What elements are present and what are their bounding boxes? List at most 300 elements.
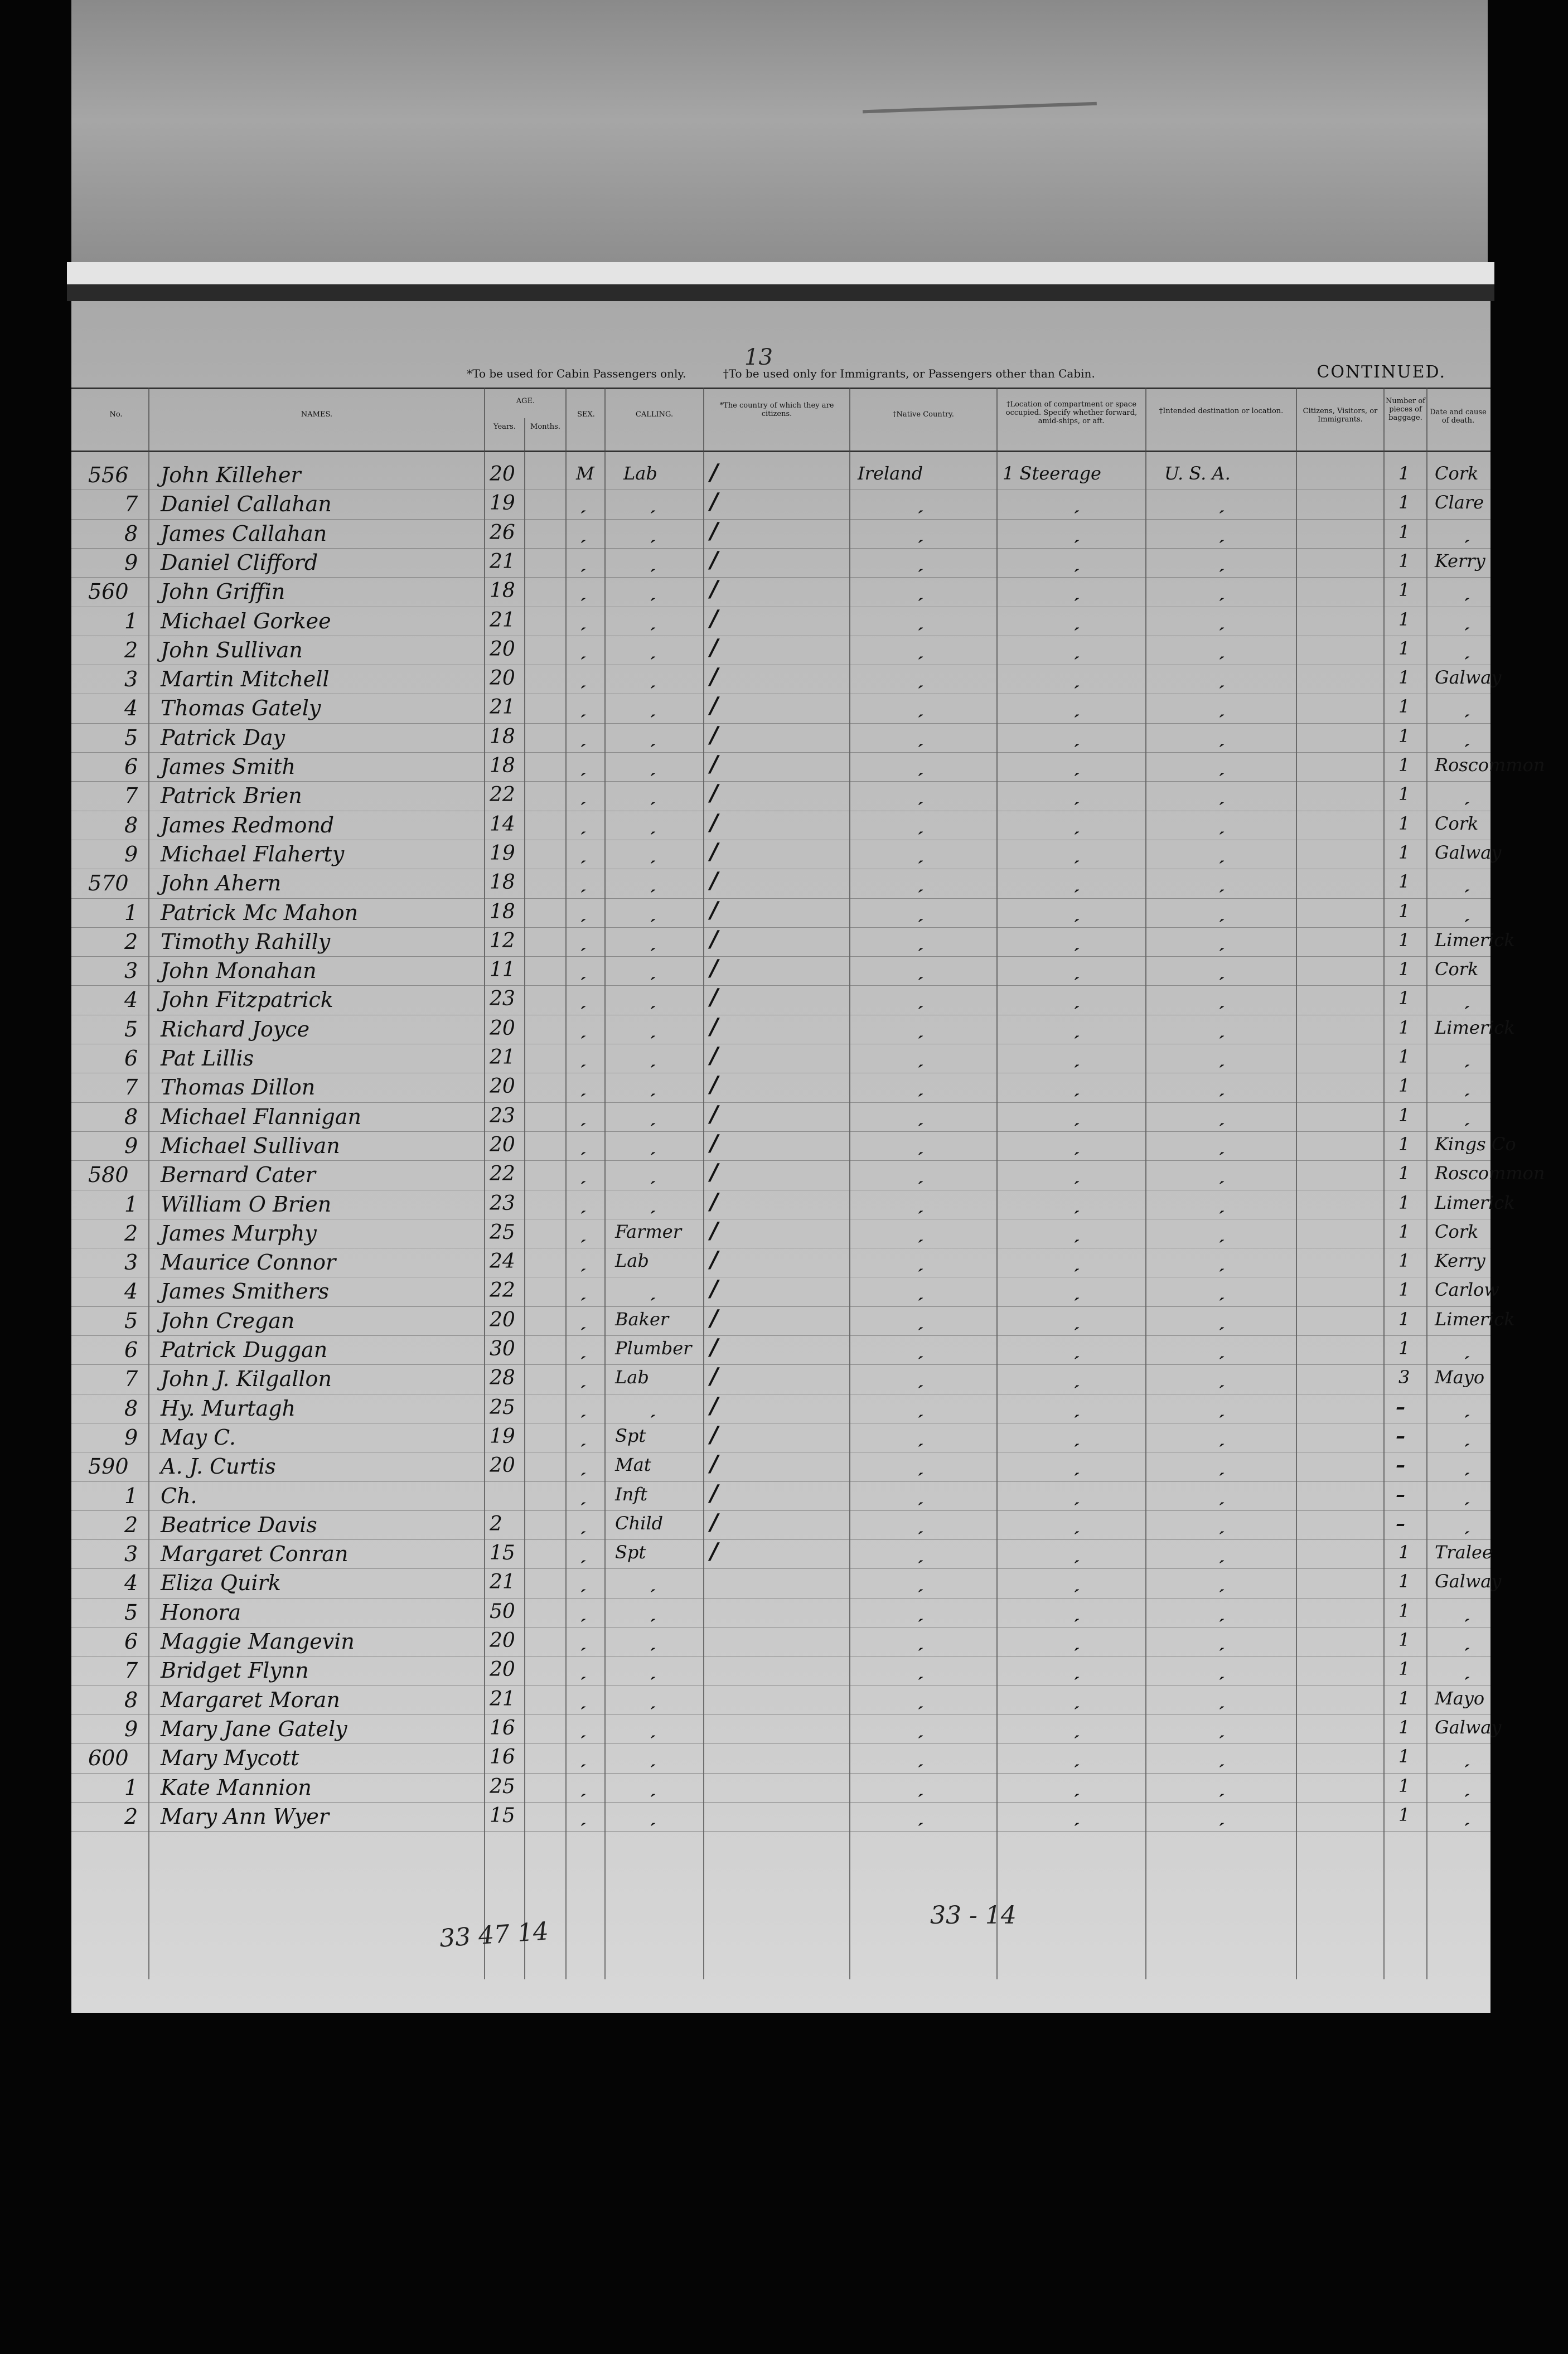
passenger-age: 20: [490, 1075, 515, 1098]
baggage-count: 1: [1398, 1716, 1410, 1738]
ditto-mark: ˏ: [651, 637, 658, 660]
ditto-mark: ˏ: [1220, 1075, 1227, 1098]
ditto-mark: ˏ: [1220, 1133, 1227, 1156]
citizen-check-mark: /: [710, 926, 718, 952]
passenger-age: 18: [490, 871, 515, 894]
blank-mark: –: [1396, 1425, 1405, 1447]
ditto-mark: ˏ: [651, 1716, 658, 1739]
passenger-number: 8: [124, 1396, 138, 1421]
baggage-count: 1: [1398, 1600, 1410, 1621]
ditto-mark: ˏ: [1220, 783, 1227, 806]
ditto-mark: ˏ: [651, 725, 658, 748]
ditto-mark: ˏ: [1075, 1367, 1082, 1389]
ditto-mark: ˏ: [919, 1571, 926, 1593]
passenger-calling: Lab: [615, 1367, 649, 1388]
passenger-number: 6: [124, 1338, 138, 1362]
sheet-number: 13: [744, 345, 773, 370]
ditto-mark: ˏ: [1075, 1775, 1082, 1798]
ditto-mark: ˏ: [1075, 929, 1082, 952]
page-binding-shadow: [67, 284, 1494, 301]
passenger-number: 580: [88, 1163, 129, 1188]
passenger-age: 20: [490, 463, 515, 486]
passenger-number: 9: [124, 550, 138, 575]
passenger-age: 19: [490, 1425, 515, 1448]
baggage-count: 1: [1398, 754, 1410, 776]
baggage-count: 1: [1398, 1338, 1410, 1359]
passenger-age: 21: [490, 1687, 515, 1711]
citizen-check-mark: /: [710, 751, 718, 777]
passenger-number: 5: [124, 1016, 138, 1042]
ditto-mark: ˏ: [919, 1629, 926, 1651]
citizen-check-mark: /: [710, 809, 718, 836]
ditto-mark: ˏ: [919, 1104, 926, 1127]
ditto-mark: ˏ: [1465, 1804, 1472, 1827]
passenger-name: A. J. Curtis: [161, 1454, 276, 1479]
passenger-name: Margaret Conran: [161, 1542, 349, 1567]
passenger-number: 4: [124, 1279, 138, 1304]
ditto-mark: ˏ: [1075, 1075, 1082, 1098]
passenger-number: 1: [124, 900, 138, 925]
col-location: †Location of compartment or space occupied. Specify whether forward, amid-ships, or aft.: [1005, 400, 1138, 425]
citizen-check-mark: /: [710, 605, 718, 632]
row-rule: [71, 1510, 1490, 1511]
ditto-mark: ˏ: [582, 1396, 588, 1418]
passenger-name: Pat Lillis: [161, 1046, 254, 1071]
passenger-name: Daniel Callahan: [161, 492, 332, 517]
row-rule: [71, 752, 1490, 753]
ditto-mark: ˏ: [1220, 1425, 1227, 1447]
baggage-count: 1: [1398, 1308, 1410, 1330]
passenger-sex: M: [576, 463, 594, 484]
passenger-age: 18: [490, 725, 515, 748]
ditto-mark: ˏ: [1220, 1629, 1227, 1651]
col-status: Citizens, Visitors, or Immigrants.: [1303, 407, 1378, 424]
citizen-check-mark: /: [710, 546, 718, 573]
passenger-county: Carlow: [1435, 1279, 1499, 1301]
ditto-mark: ˏ: [1075, 492, 1082, 515]
ditto-mark: ˏ: [582, 1075, 588, 1098]
baggage-count: 1: [1398, 958, 1410, 980]
ditto-mark: ˏ: [919, 1075, 926, 1098]
ditto-mark: ˏ: [1220, 1191, 1227, 1214]
passenger-number: 8: [124, 521, 138, 546]
ditto-mark: ˏ: [1075, 1163, 1082, 1185]
ditto-mark: ˏ: [1075, 521, 1082, 544]
ditto-mark: ˏ: [651, 579, 658, 602]
baggage-count: 1: [1398, 1104, 1410, 1126]
ditto-mark: ˏ: [1220, 1396, 1227, 1418]
ditto-mark: ˏ: [919, 1279, 926, 1302]
passenger-calling: Child: [615, 1512, 664, 1534]
passenger-calling: Inft: [615, 1483, 647, 1505]
passenger-number: 560: [88, 579, 129, 604]
ditto-mark: ˏ: [582, 1454, 588, 1477]
ditto-mark: ˏ: [1465, 1075, 1472, 1098]
ditto-mark: ˏ: [1075, 1308, 1082, 1331]
passenger-age: 26: [490, 521, 515, 544]
passenger-calling: Lab: [623, 463, 657, 484]
passenger-age: 18: [490, 579, 515, 603]
passenger-number: 6: [124, 754, 138, 779]
passenger-number: 600: [88, 1746, 129, 1771]
ditto-mark: ˏ: [651, 1104, 658, 1127]
citizen-check-mark: /: [710, 1072, 718, 1098]
citizen-check-mark: /: [710, 1392, 718, 1419]
ditto-mark: ˏ: [1465, 783, 1472, 806]
citizen-check-mark: /: [710, 1509, 718, 1536]
ditto-mark: ˏ: [1075, 1133, 1082, 1156]
passenger-name: Mary Jane Gately: [161, 1716, 347, 1741]
column-divider: [703, 388, 704, 1979]
header-top-rule: [71, 388, 1490, 389]
passenger-county: Kings Co: [1435, 1133, 1516, 1155]
passenger-county: Limerick: [1435, 1016, 1515, 1038]
passenger-name: Patrick Duggan: [161, 1338, 328, 1362]
ditto-mark: ˏ: [1465, 1658, 1472, 1681]
ditto-mark: ˏ: [582, 725, 588, 748]
passenger-name: James Smith: [161, 754, 296, 779]
baggage-count: 1: [1398, 1571, 1410, 1592]
col-died: Date and cause of death.: [1430, 408, 1487, 425]
ditto-mark: ˏ: [582, 1512, 588, 1535]
passenger-number: 9: [124, 1716, 138, 1741]
ditto-mark: ˏ: [1220, 1308, 1227, 1331]
passenger-number: 5: [124, 1600, 138, 1625]
passenger-name: Bernard Cater: [161, 1163, 316, 1188]
passenger-county: Cork: [1435, 958, 1479, 980]
row-rule: [71, 1685, 1490, 1686]
ditto-mark: ˏ: [1220, 1658, 1227, 1681]
passenger-name: Thomas Gately: [161, 696, 321, 721]
passenger-name: Michael Sullivan: [161, 1133, 340, 1158]
ditto-mark: ˏ: [1075, 1746, 1082, 1769]
ditto-mark: ˏ: [651, 667, 658, 690]
passenger-number: 7: [124, 492, 138, 517]
col-no: No.: [109, 410, 123, 419]
ditto-mark: ˏ: [651, 1658, 658, 1681]
ditto-mark: ˏ: [582, 1542, 588, 1565]
passenger-calling: Farmer: [615, 1220, 681, 1242]
ditto-mark: ˏ: [1075, 1629, 1082, 1651]
citizen-check-mark: /: [710, 1334, 718, 1360]
ditto-mark: ˏ: [582, 783, 588, 806]
ditto-mark: ˏ: [582, 696, 588, 719]
passenger-name: May C.: [161, 1425, 236, 1450]
ditto-mark: ˏ: [651, 492, 658, 515]
passenger-name: James Callahan: [161, 521, 327, 546]
row-rule: [71, 519, 1490, 520]
citizen-check-mark: /: [710, 576, 718, 603]
ditto-mark: ˏ: [919, 1396, 926, 1418]
column-divider: [1426, 388, 1427, 1979]
ditto-mark: ˏ: [582, 812, 588, 835]
ditto-mark: ˏ: [1075, 841, 1082, 864]
citizen-check-mark: /: [710, 1480, 718, 1507]
ditto-mark: ˏ: [1220, 1600, 1227, 1622]
passenger-location: 1 Steerage: [1003, 463, 1101, 484]
ditto-mark: ˏ: [1220, 1338, 1227, 1360]
row-rule: [71, 548, 1490, 549]
passenger-county: Clare: [1435, 492, 1484, 514]
col-sex: SEX.: [577, 410, 595, 419]
passenger-age: 19: [490, 492, 515, 515]
column-divider: [484, 388, 485, 1979]
passenger-age: 11: [490, 958, 515, 982]
baggage-count: 1: [1398, 1746, 1410, 1767]
ditto-mark: ˏ: [651, 929, 658, 952]
ditto-mark: ˏ: [1075, 1046, 1082, 1068]
passenger-age: 30: [490, 1338, 515, 1360]
passenger-county: Mayo: [1435, 1367, 1485, 1388]
column-divider: [1296, 388, 1297, 1979]
passenger-native-country: Ireland: [858, 463, 923, 484]
passenger-number: 3: [124, 958, 138, 984]
ditto-mark: ˏ: [582, 958, 588, 981]
row-rule: [71, 1160, 1490, 1161]
ditto-mark: ˏ: [1220, 1220, 1227, 1243]
passenger-county: Galway: [1435, 667, 1502, 689]
ditto-mark: ˏ: [919, 1542, 926, 1565]
ditto-mark: ˏ: [1075, 958, 1082, 981]
passenger-name: Martin Mitchell: [161, 667, 330, 692]
col-calling: CALLING.: [635, 410, 674, 419]
passenger-name: Thomas Dillon: [161, 1075, 316, 1100]
passenger-number: 2: [124, 1512, 138, 1537]
ditto-mark: ˏ: [582, 1046, 588, 1068]
passenger-age: 20: [490, 1454, 515, 1478]
ditto-mark: ˏ: [582, 1425, 588, 1447]
passenger-number: 1: [124, 1483, 138, 1508]
column-divider: [1383, 388, 1385, 1979]
column-divider: [604, 388, 606, 1979]
ditto-mark: ˏ: [919, 608, 926, 631]
ditto-mark: ˏ: [1220, 1104, 1227, 1127]
ditto-mark: ˏ: [1220, 1279, 1227, 1302]
ditto-mark: ˏ: [1075, 725, 1082, 748]
ditto-mark: ˏ: [1220, 492, 1227, 515]
ditto-mark: ˏ: [1075, 608, 1082, 631]
citizen-check-mark: /: [710, 1188, 718, 1215]
passenger-number: 3: [124, 1542, 138, 1567]
passenger-age: 23: [490, 1104, 515, 1127]
ditto-mark: ˏ: [582, 550, 588, 573]
blank-mark: –: [1396, 1396, 1405, 1418]
ditto-mark: ˏ: [919, 1016, 926, 1039]
passenger-age: 20: [490, 1133, 515, 1156]
passenger-name: Beatrice Davis: [161, 1512, 317, 1537]
ditto-mark: ˏ: [651, 1775, 658, 1798]
row-rule: [71, 1743, 1490, 1744]
ditto-mark: ˏ: [919, 929, 926, 952]
totals-left: 33 47 14: [438, 1917, 550, 1953]
ditto-mark: ˏ: [651, 1191, 658, 1214]
row-rule: [71, 1598, 1490, 1599]
column-divider: [1145, 388, 1146, 1979]
ditto-mark: ˏ: [1220, 579, 1227, 602]
baggage-count: 1: [1398, 987, 1410, 1009]
citizen-check-mark: /: [710, 1276, 718, 1302]
passenger-name: Hy. Murtagh: [161, 1396, 296, 1421]
passenger-age: 2: [490, 1512, 502, 1536]
ditto-mark: ˏ: [919, 987, 926, 1010]
continued-label: CONTINUED.: [1317, 362, 1446, 382]
ditto-mark: ˏ: [582, 1658, 588, 1681]
ditto-mark: ˏ: [582, 521, 588, 544]
passenger-age: 20: [490, 1629, 515, 1652]
ditto-mark: ˏ: [919, 492, 926, 515]
ditto-mark: ˏ: [919, 1046, 926, 1068]
ditto-mark: ˏ: [1220, 900, 1227, 923]
baggage-count: 1: [1398, 1191, 1410, 1213]
ditto-mark: ˏ: [651, 958, 658, 981]
passenger-age: 20: [490, 637, 515, 661]
passenger-county: Galway: [1435, 841, 1502, 863]
ditto-mark: ˏ: [1465, 1746, 1472, 1769]
baggage-count: 1: [1398, 783, 1410, 805]
ditto-mark: ˏ: [651, 900, 658, 923]
passenger-county: Limerick: [1435, 1191, 1515, 1213]
col-age: AGE.: [516, 397, 535, 405]
baggage-count: 1: [1398, 1279, 1410, 1301]
passenger-age: 50: [490, 1600, 515, 1623]
baggage-count: 1: [1398, 550, 1410, 571]
ditto-mark: ˏ: [1465, 725, 1472, 748]
passenger-name: Patrick Day: [161, 725, 285, 750]
ditto-mark: ˏ: [919, 1367, 926, 1389]
passenger-age: 22: [490, 783, 515, 807]
ditto-mark: ˏ: [1075, 1542, 1082, 1565]
passenger-calling: Lab: [615, 1250, 649, 1272]
passenger-number: 6: [124, 1629, 138, 1654]
passenger-age: 28: [490, 1367, 515, 1390]
passenger-name: Richard Joyce: [161, 1016, 310, 1042]
ditto-mark: ˏ: [919, 1746, 926, 1769]
ditto-mark: ˏ: [1075, 1279, 1082, 1302]
passenger-age: 20: [490, 1016, 515, 1040]
ditto-mark: ˏ: [582, 1338, 588, 1360]
citizen-check-mark: /: [710, 955, 718, 982]
ditto-mark: ˏ: [919, 1716, 926, 1739]
passenger-age: 12: [490, 929, 515, 952]
note-immigrants: †To be used only for Immigrants, or Passengers other than Cabin.: [723, 367, 1095, 380]
baggage-count: 1: [1398, 1804, 1410, 1825]
column-divider: [148, 388, 149, 1979]
ditto-mark: ˏ: [582, 1133, 588, 1156]
baggage-count: 1: [1398, 608, 1410, 630]
passenger-number: 3: [124, 1250, 138, 1275]
ditto-mark: ˏ: [651, 783, 658, 806]
ditto-mark: ˏ: [919, 1308, 926, 1331]
ditto-mark: ˏ: [1220, 812, 1227, 835]
row-rule: [71, 985, 1490, 986]
citizen-check-mark: /: [710, 721, 718, 748]
passenger-age: 21: [490, 550, 515, 573]
ditto-mark: ˏ: [1465, 579, 1472, 602]
ditto-mark: ˏ: [1465, 1629, 1472, 1651]
ditto-mark: ˏ: [1465, 1396, 1472, 1418]
ditto-mark: ˏ: [919, 1220, 926, 1243]
baggage-count: 1: [1398, 841, 1410, 863]
passenger-age: 19: [490, 841, 515, 865]
column-divider: [524, 418, 525, 1979]
ditto-mark: ˏ: [1220, 1542, 1227, 1565]
ditto-mark: ˏ: [1220, 725, 1227, 748]
ditto-mark: ˏ: [582, 1804, 588, 1827]
citizen-check-mark: /: [710, 634, 718, 661]
passenger-age: 14: [490, 812, 515, 836]
passenger-age: 18: [490, 754, 515, 777]
baggage-count: 1: [1398, 1046, 1410, 1067]
citizen-check-mark: /: [710, 984, 718, 1011]
passenger-name: Maggie Mangevin: [161, 1629, 355, 1654]
row-rule: [71, 781, 1490, 782]
passenger-age: 21: [490, 696, 515, 719]
ditto-mark: ˏ: [919, 1512, 926, 1535]
ditto-mark: ˏ: [651, 841, 658, 864]
ditto-mark: ˏ: [582, 1220, 588, 1243]
ditto-mark: ˏ: [919, 1804, 926, 1827]
passenger-number: 7: [124, 783, 138, 808]
passenger-age: 22: [490, 1279, 515, 1302]
passenger-age: 25: [490, 1396, 515, 1419]
passenger-county: Mayo: [1435, 1687, 1485, 1709]
passenger-number: 5: [124, 725, 138, 750]
ditto-mark: ˏ: [582, 667, 588, 690]
ditto-mark: ˏ: [1220, 1571, 1227, 1593]
passenger-name: Michael Gorkee: [161, 608, 331, 633]
passenger-number: 8: [124, 1104, 138, 1129]
ditto-mark: ˏ: [919, 1687, 926, 1710]
baggage-count: 1: [1398, 1220, 1410, 1242]
ditto-mark: ˏ: [651, 1279, 658, 1302]
ditto-mark: ˏ: [1220, 1804, 1227, 1827]
ditto-mark: ˏ: [651, 987, 658, 1010]
ditto-mark: ˏ: [651, 608, 658, 631]
row-rule: [71, 927, 1490, 928]
blank-mark: –: [1396, 1512, 1405, 1535]
ditto-mark: ˏ: [582, 1483, 588, 1506]
ditto-mark: ˏ: [1465, 900, 1472, 923]
ditto-mark: ˏ: [919, 783, 926, 806]
citizen-check-mark: /: [710, 459, 718, 486]
ditto-mark: ˏ: [1075, 754, 1082, 777]
ditto-mark: ˏ: [582, 1571, 588, 1593]
ditto-mark: ˏ: [582, 1016, 588, 1039]
passenger-calling: Spt: [615, 1425, 646, 1446]
ditto-mark: ˏ: [1220, 1367, 1227, 1389]
passenger-number: 2: [124, 1220, 138, 1246]
ditto-mark: ˏ: [1075, 667, 1082, 690]
passenger-number: 2: [124, 929, 138, 954]
citizen-check-mark: /: [710, 1159, 718, 1186]
ditto-mark: ˏ: [582, 1687, 588, 1710]
citizen-check-mark: /: [710, 1538, 718, 1565]
ditto-mark: ˏ: [1465, 1775, 1472, 1798]
passenger-name: John Cregan: [161, 1308, 295, 1333]
citizen-check-mark: /: [710, 838, 718, 865]
ditto-mark: ˏ: [1075, 550, 1082, 573]
passenger-county: Cork: [1435, 812, 1479, 834]
ditto-mark: ˏ: [1465, 987, 1472, 1010]
baggage-count: 1: [1398, 667, 1410, 689]
ditto-mark: ˏ: [582, 579, 588, 602]
column-divider: [996, 388, 998, 1979]
passenger-age: 21: [490, 608, 515, 632]
ditto-mark: ˏ: [1220, 871, 1227, 894]
passenger-name: Kate Mannion: [161, 1775, 312, 1800]
ditto-mark: ˏ: [1075, 1250, 1082, 1273]
row-rule: [71, 1831, 1490, 1832]
